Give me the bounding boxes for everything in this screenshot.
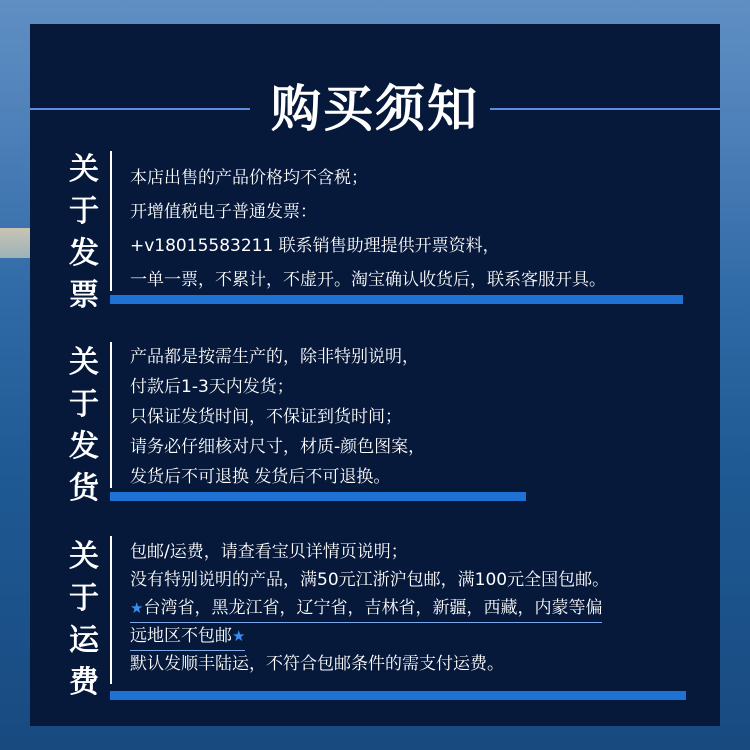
content-line: 付款后1-3天内发货；: [130, 377, 294, 397]
content-line: 发货后不可退换 发货后不可退换。: [130, 467, 391, 487]
content-line: 默认发顺丰陆运，不符合包邮条件的需支付运费。: [130, 654, 504, 674]
remote-region-line: [130, 594, 712, 622]
content-line: 本店出售的产品价格均不含税；: [130, 168, 368, 188]
section-shipping: [30, 342, 720, 512]
star-icon: ★: [130, 599, 144, 617]
section-title-char: 费: [69, 665, 99, 700]
content-line: 产品都是按需生产的，除非特别说明，: [130, 347, 419, 367]
section-vertical-divider: [110, 536, 112, 684]
section-title-char: 运: [69, 623, 99, 658]
content-line: 请务必仔细核对尺寸，材质-颜色图案，: [130, 437, 426, 457]
section-title-char: 票: [69, 278, 99, 313]
remote-region-line: [130, 622, 712, 650]
content-line: 没有特别说明的产品，满50元江浙沪包邮，满100元全国包邮。: [130, 570, 610, 590]
title-row: [30, 79, 720, 139]
section-content: [130, 342, 712, 492]
title-divider-left: [30, 108, 250, 110]
content-line: 只保证发货时间，不保证到货时间；: [130, 407, 402, 427]
section-title-char: 关: [69, 345, 99, 380]
section-underline-bar: [110, 295, 683, 304]
remote-region-text: 台湾省，黑龙江省，辽宁省，吉林省，新疆，西藏，内蒙等偏: [143, 598, 603, 618]
section-title-char: 于: [69, 581, 99, 616]
page-title: 购买须知: [271, 80, 479, 138]
remote-region-highlight: [130, 622, 245, 651]
section-title-char: 于: [69, 387, 99, 422]
section-content: [130, 538, 712, 678]
notice-panel: [30, 24, 720, 726]
content-line: 包邮/运费，请查看宝贝详情页说明；: [130, 542, 408, 562]
section-title-char: 关: [69, 152, 99, 187]
section-freight: [30, 536, 720, 711]
star-icon: ★: [232, 627, 246, 645]
remote-region-text: 远地区不包邮: [130, 626, 232, 646]
section-title: [66, 536, 102, 704]
section-invoice: [30, 149, 720, 319]
content-line: +v18015583211 联系销售助理提供开票资料，: [130, 236, 500, 256]
section-vertical-divider: [110, 342, 112, 488]
section-title: [66, 149, 102, 317]
section-title-char: 发: [69, 236, 99, 271]
remote-region-highlight: [130, 594, 602, 623]
section-title-char: 发: [69, 429, 99, 464]
section-title: [66, 342, 102, 510]
section-underline-bar: [110, 691, 686, 700]
section-content: [130, 161, 712, 297]
content-line: 一单一票，不累计，不虚开。淘宝确认收货后，联系客服开具。: [130, 270, 606, 290]
section-title-char: 于: [69, 194, 99, 229]
title-divider-right: [490, 108, 720, 110]
content-line: 开增值税电子普通发票：: [130, 202, 317, 222]
section-underline-bar: [110, 492, 526, 501]
section-title-char: 关: [69, 539, 99, 574]
section-title-char: 货: [69, 471, 99, 506]
section-vertical-divider: [110, 151, 112, 291]
